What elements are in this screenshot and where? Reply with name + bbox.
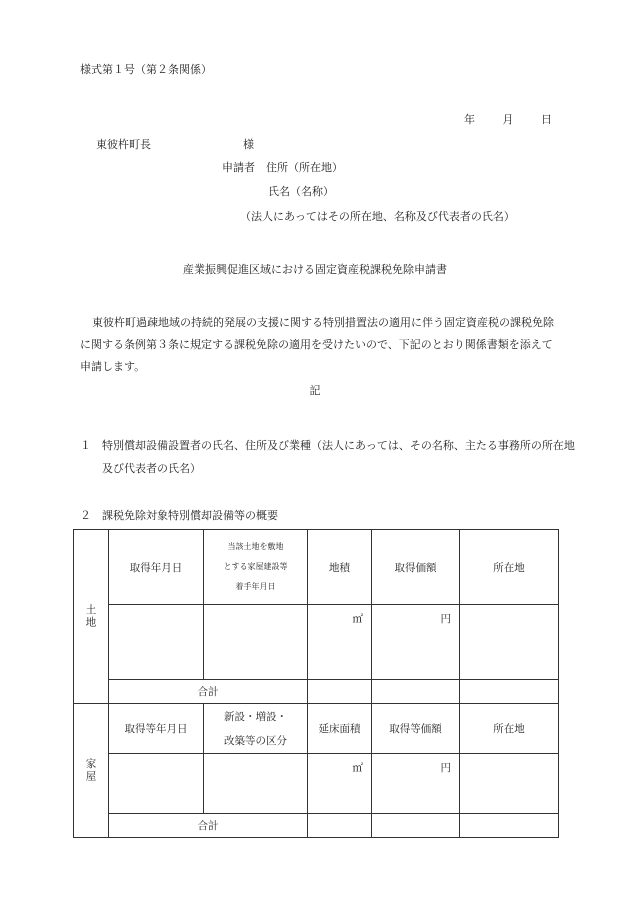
date-day: 日 [541, 113, 552, 126]
building-total-area-cell[interactable] [308, 814, 372, 838]
land-area-cell[interactable] [308, 605, 372, 680]
document-title: 産業振興促進区域における固定資産税課税免除申請書 [183, 263, 447, 276]
land-data-row [74, 605, 559, 680]
building-total-price-cell[interactable] [372, 814, 460, 838]
applicant-address-label: 申請者 住所（所在地） [222, 161, 343, 174]
land-area-unit: ㎡ [352, 613, 363, 625]
building-area-header: 延床面積 [308, 704, 372, 754]
land-price-unit: 円 [440, 613, 451, 625]
building-area-unit: ㎡ [352, 762, 363, 774]
land-price-cell[interactable] [372, 605, 460, 680]
building-category-header [204, 704, 308, 754]
applicant-name-label: 氏名（名称） [268, 185, 334, 198]
land-total-row [74, 680, 559, 704]
body-text: 東彼杵町過疎地域の持続的発展の支援に関する特別措置法の適用に伴う固定資産税の課税免除に関する条例第３条に規定する課税免除の適用を受けたいので、下記のとおり関係書類を添えて申請します。 [80, 316, 554, 373]
building-total-label: 合計 [109, 814, 308, 838]
form-number: 様式第１号（第２条関係） [80, 63, 212, 76]
land-total-label: 合計 [109, 680, 308, 704]
land-label: 土地 [84, 604, 97, 629]
applicant-note: （法人にあってはその所在地、名称及び代表者の氏名） [240, 210, 515, 223]
date-year: 年 [464, 113, 475, 126]
addressee [96, 139, 254, 150]
land-total-location-cell [460, 680, 559, 704]
building-header-row [74, 704, 559, 754]
building-acquired-cell[interactable] [109, 754, 204, 814]
date-line [440, 114, 552, 125]
building-location-header: 所在地 [460, 704, 559, 754]
land-total-area-cell[interactable] [308, 680, 372, 704]
land-acquired-cell[interactable] [109, 605, 204, 680]
building-acquired-header: 取得等年月日 [109, 704, 204, 754]
land-building-start-header [204, 530, 308, 605]
land-header-row [74, 530, 559, 605]
addressee-honorific: 様 [243, 138, 254, 151]
building-category-line-1: 新設・増設・ [224, 710, 287, 723]
building-total-location-cell [460, 814, 559, 838]
land-building-start-line-2: とする家屋建設等 [223, 562, 288, 571]
building-label: 家屋 [84, 758, 97, 783]
item-2-text: 課税免除対象特別償却設備等の概要 [102, 509, 278, 522]
building-total-row [74, 814, 559, 838]
item-1-number: １ [80, 439, 91, 452]
land-acquired-header: 取得年月日 [109, 530, 204, 605]
building-area-cell[interactable] [308, 754, 372, 814]
land-building-start-cell[interactable] [204, 605, 308, 680]
land-building-start-line-3: 着手年月日 [235, 582, 276, 591]
item-1 [80, 434, 577, 480]
land-price-header: 取得価額 [372, 530, 460, 605]
building-category-line-2: 改築等の区分 [224, 734, 287, 747]
date-month: 月 [502, 113, 514, 126]
building-category-cell[interactable] [204, 754, 308, 814]
land-building-start-line-1: 当該土地を敷地 [227, 542, 284, 551]
item-2 [80, 510, 278, 521]
building-label-cell [74, 704, 109, 838]
building-location-cell[interactable] [460, 754, 559, 814]
building-price-header: 取得等価額 [372, 704, 460, 754]
ki-heading: 記 [309, 384, 321, 397]
land-location-cell[interactable] [460, 605, 559, 680]
equipment-table [73, 529, 559, 838]
land-location-header: 所在地 [460, 530, 559, 605]
land-label-cell [74, 530, 109, 704]
building-price-cell[interactable] [372, 754, 460, 814]
building-data-row [74, 754, 559, 814]
item-2-number: ２ [80, 509, 91, 522]
item-1-text: 特別償却設備設置者の氏名、住所及び業種（法人にあっては、その名称、主たる事務所の所在地及び代表者の氏名） [102, 439, 575, 475]
land-total-price-cell[interactable] [372, 680, 460, 704]
addressee-name: 東彼杵町長 [96, 138, 151, 151]
land-area-header: 地積 [308, 530, 372, 605]
building-price-unit: 円 [440, 762, 451, 774]
